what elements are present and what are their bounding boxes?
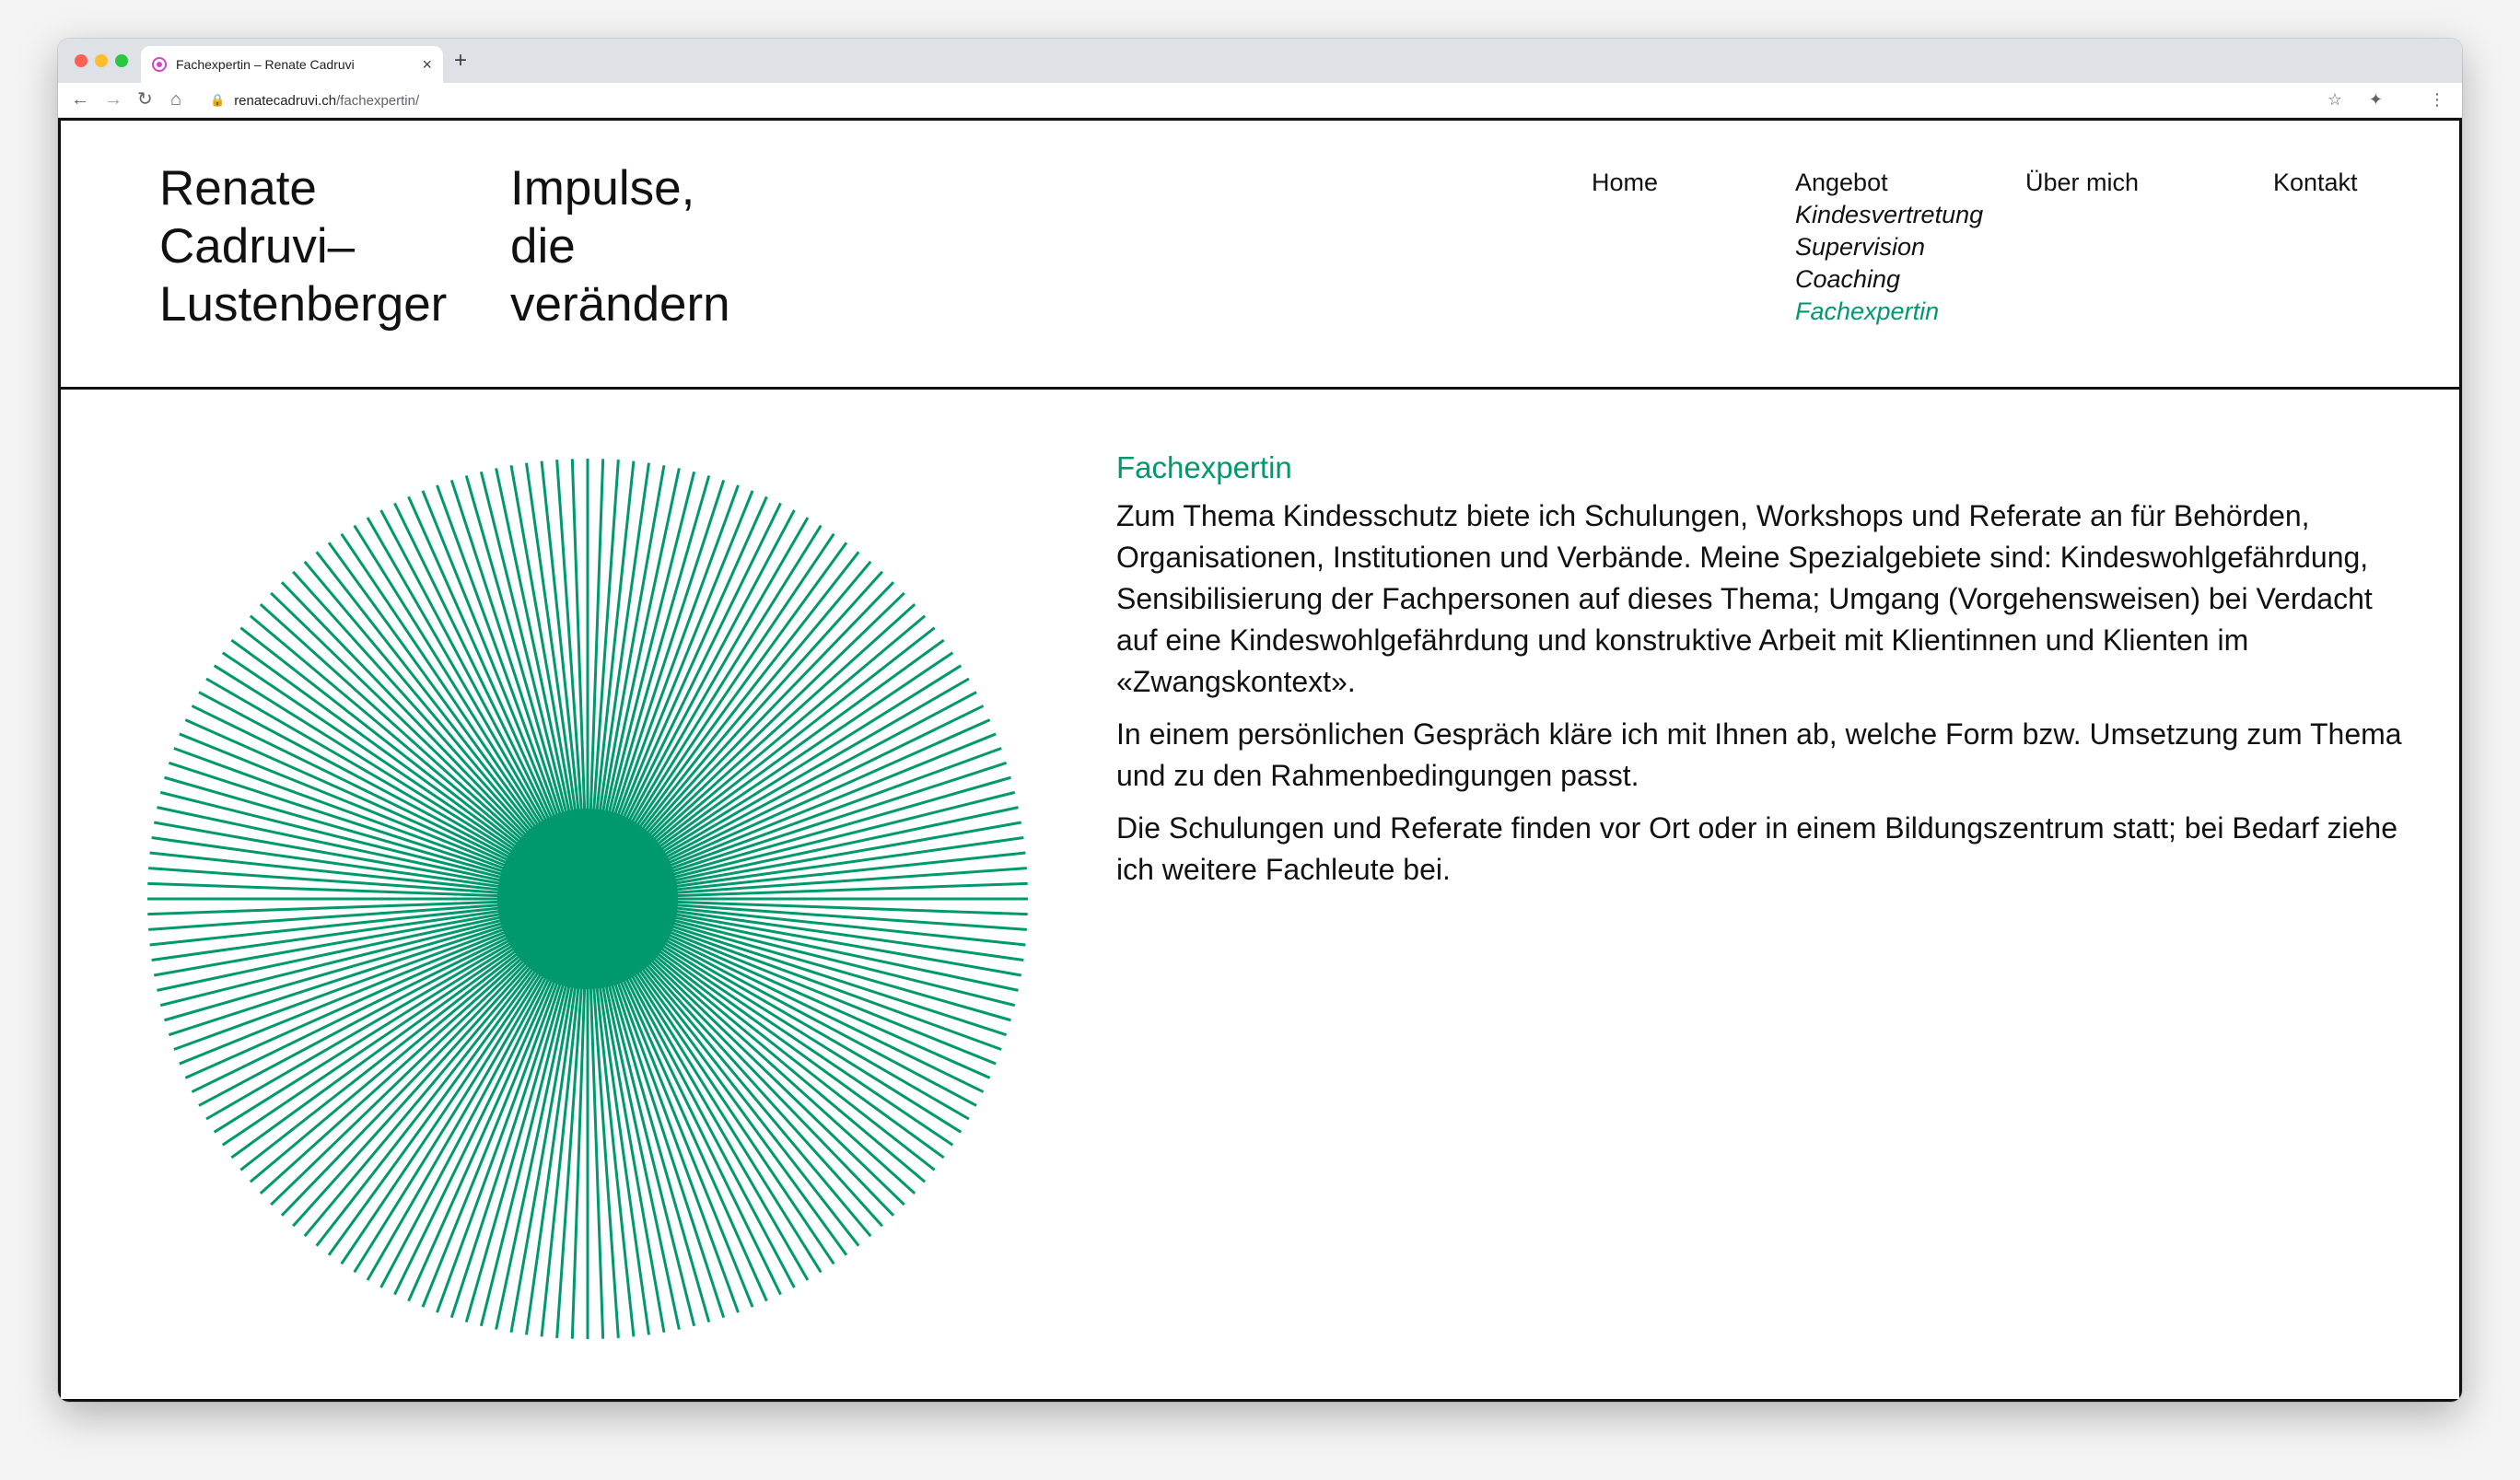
browser-toolbar [58, 83, 2462, 118]
close-window-button[interactable] [75, 54, 88, 67]
tagline-line: Impulse, [510, 161, 695, 216]
favicon-icon [152, 57, 167, 72]
subnav-fachexpertin[interactable]: Fachexpertin [1795, 297, 1940, 325]
maximize-window-button[interactable] [115, 54, 128, 67]
angebot-subnav [1795, 199, 1983, 328]
forward-arrow-icon[interactable]: → [104, 89, 122, 110]
url-path: /fachexpertin/ [336, 92, 420, 109]
close-tab-icon[interactable]: × [422, 55, 432, 74]
reload-icon[interactable]: ↻ [137, 89, 153, 110]
tagline-line: die [510, 219, 576, 274]
tagline-line: verändern [510, 277, 730, 332]
site-tagline [510, 159, 814, 333]
subnav-supervision[interactable]: Supervision [1795, 233, 1926, 261]
subnav-coaching[interactable]: Coaching [1795, 265, 1901, 293]
site-header [61, 121, 2459, 390]
burst-core [497, 809, 678, 989]
menu-kebab-icon[interactable]: ⋮ [2429, 90, 2445, 109]
subnav-kindesvertretung[interactable]: Kindesvertretung [1795, 201, 1984, 228]
tab-title: Fachexpertin – Renate Cadruvi [176, 57, 355, 72]
bookmark-star-icon[interactable]: ☆ [2327, 90, 2342, 109]
radial-line-burst-icon [146, 457, 1030, 1341]
burst-lines [147, 459, 1028, 1339]
nav-home[interactable]: Home [1592, 169, 1659, 196]
web-page [58, 118, 2462, 1402]
brand-line: Lustenberger [159, 277, 448, 332]
lock-icon: 🔒 [210, 93, 226, 107]
site-brand[interactable] [159, 159, 463, 333]
extensions-puzzle-icon[interactable]: ✦ [2368, 90, 2383, 109]
plus-icon[interactable]: + [454, 48, 468, 73]
main-content [1116, 448, 2406, 902]
content-paragraph: Zum Thema Kindesschutz biete ich Schulungen, Workshops und Referate an für Behörden, Organisationen, Institutionen und Verbände. Meine Spezialgebiete sind: Kindeswohlgefährdung, Sensibilisierung der Fachpersonen auf dieses Thema; Umgang (Vorgehensweisen) bei Verdacht auf eine Kindeswohlgefährdung und konstruktive Arbeit mit Klientinnen und Klienten im «Zwangskontext». [1116, 499, 2373, 698]
content-paragraph: In einem persönlichen Gespräch kläre ich mit Ihnen ab, welche Form bzw. Umsetzung zum Thema und zu den Rahmenbedingungen passt. [1116, 717, 2402, 792]
brand-line: Cadruvi– [159, 219, 356, 274]
page-title: Fachexpertin [1116, 450, 1292, 484]
address-bar[interactable] [210, 87, 2351, 114]
home-icon[interactable]: ⌂ [170, 89, 182, 110]
browser-window [58, 39, 2462, 1402]
browser-tab[interactable] [141, 46, 443, 83]
minimize-window-button[interactable] [95, 54, 108, 67]
content-paragraph: Die Schulungen und Referate finden vor Ort oder in einem Bildungszentrum statt; bei Bedarf ziehe ich weitere Fachleute bei. [1116, 811, 2398, 886]
brand-line: Renate [159, 161, 317, 216]
nav-angebot[interactable]: Angebot [1795, 169, 1888, 196]
tab-bar [58, 39, 2462, 83]
nav-kontakt[interactable]: Kontakt [2273, 169, 2358, 196]
nav-ueber-mich[interactable]: Über mich [2025, 169, 2140, 196]
back-arrow-icon[interactable]: ← [71, 89, 89, 110]
url-host: renatecadruvi.ch [234, 92, 337, 109]
